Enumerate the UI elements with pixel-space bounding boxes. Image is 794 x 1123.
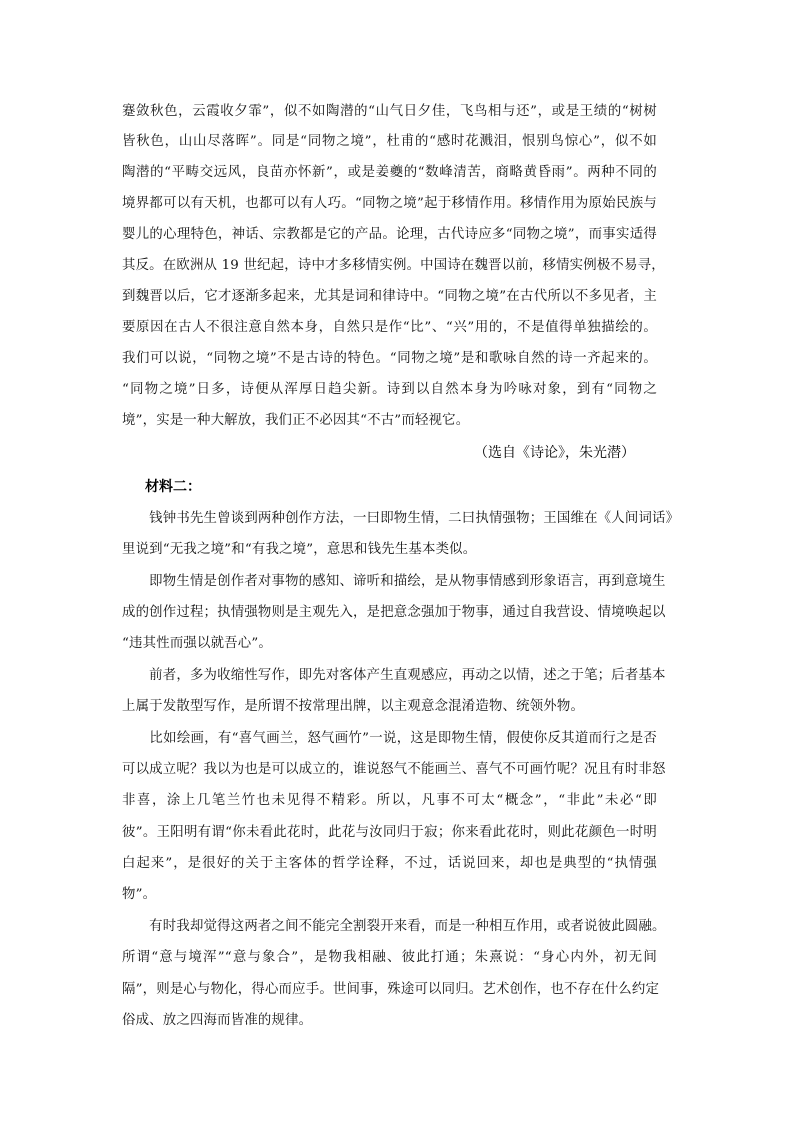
paragraph-line: 钱钟书先生曾谈到两种创作方法，一曰即物生情，二曰执情强物；王国维在《人间词话》 <box>122 511 680 526</box>
paragraph-line: 其反。在欧洲从 19 世纪起，诗中才多移情实例。中国诗在魏晋以前，移情实例极不易寻， <box>122 258 665 273</box>
paragraph-line: 上属于发散型写作，是所谓不按常理出牌，以主观意念混淆造物、统领外物。 <box>122 699 585 714</box>
paragraph-line: 所谓“意与境浑”“意与象合”，是物我相融、彼此打通；朱熹说：“身心内外，初无间 <box>122 950 657 965</box>
paragraph-line: 前者，多为收缩性写作，即先对客体产生直观感应，再动之以情，述之于笔；后者基本 <box>122 668 666 683</box>
paragraph-line: 陶潜的“平畴交远风，良苗亦怀新”，或是姜夔的“数峰清苦，商略黄昏雨”。两种不同的 <box>122 165 657 180</box>
paragraph-line: 到魏晋以后，它才逐渐多起来，尤其是词和律诗中。“同物之境”在古代所以不多见者，主 <box>122 289 657 304</box>
paragraph-line: 成的创作过程；执情强物则是主观先入，是把意念强加于物事，通过自我营设、情境唤起以 <box>122 605 666 620</box>
paragraph-line: 隔”，则是心与物化，得心而应手。世间事，殊途可以同归。艺术创作，也不存在什么约定 <box>122 982 660 997</box>
paragraph-line: 白起来”，是很好的关于主客体的哲学诠释，不过，话说回来，却也是典型的“执情强 <box>122 856 657 871</box>
paragraph-line: 婴儿的心理特色，神话、宗教都是它的产品。论理，古代诗应多“同物之境”，而事实适得 <box>122 227 657 242</box>
paragraph-line: 我们可以说，“同物之境”不是古诗的特色。“同物之境”是和歌咏自然的诗一齐起来的。 <box>122 351 657 366</box>
source-citation: （选自《诗论》，朱光潜） <box>474 445 635 461</box>
paragraph-line: 彼”。王阳明有谓“你未看此花时，此花与汝同归于寂；你来看此花时，则此花颜色一时明 <box>122 825 657 840</box>
paragraph-line: 俗成、放之四海而皆准的规律。 <box>122 1013 313 1028</box>
paragraph-line: 蹇敛秋色，云霞收夕霏”，似不如陶潜的“山气日夕佳，飞鸟相与还”，或是王绩的“树树 <box>122 104 657 119</box>
paragraph-line: 皆秋色，山山尽落晖”。同是“同物之境”，杜甫的“感时花溅泪，恨别鸟惊心”，似不如 <box>122 134 657 149</box>
paragraph-line: 有时我却觉得这两者之间不能完全割裂开来看，而是一种相互作用，或者说彼此圆融。 <box>122 919 666 934</box>
paragraph-line: “违其性而强以就吾心”。 <box>122 636 272 651</box>
paragraph-line: 即物生情是创作者对事物的感知、谛听和描绘，是从物事情感到形象语言，再到意境生 <box>122 574 666 589</box>
paragraph-line: 境”，实是一种大解放，我们正不必因其“不古”而轻视它。 <box>122 413 470 428</box>
material-two-heading: 材料二： <box>145 479 201 495</box>
paragraph-line: 比如绘画，有“喜气画兰，怒气画竹”一说，这是即物生情，假使你反其道而行之是否 <box>122 731 657 746</box>
paragraph-line: 非喜，涂上几笔兰竹也未见得不精彩。所以，凡事不可太“概念”，“非此”未必“即 <box>122 793 657 808</box>
paragraph-line: 境界都可以有天机，也都可以有人巧。“同物之境”起于移情作用。移情作用为原始民族与 <box>122 196 657 211</box>
paragraph-line: 里说到“无我之境”和“有我之境”，意思和钱先生基本类似。 <box>122 542 477 557</box>
paragraph-line: 可以成立呢？我以为也是可以成立的，谁说怒气不能画兰、喜气不可画竹呢？况且有时非怒 <box>122 762 666 777</box>
paragraph-line: “同物之境”日多，诗便从浑厚日趋尖新。诗到以自然本身为吟咏对象，到有“同物之 <box>122 382 657 397</box>
paragraph-line: 要原因在古人不很注意自然本身，自然只是作“比”、“兴”用的，不是值得单独描绘的。 <box>122 320 657 335</box>
paragraph-line: 物”。 <box>122 887 157 902</box>
